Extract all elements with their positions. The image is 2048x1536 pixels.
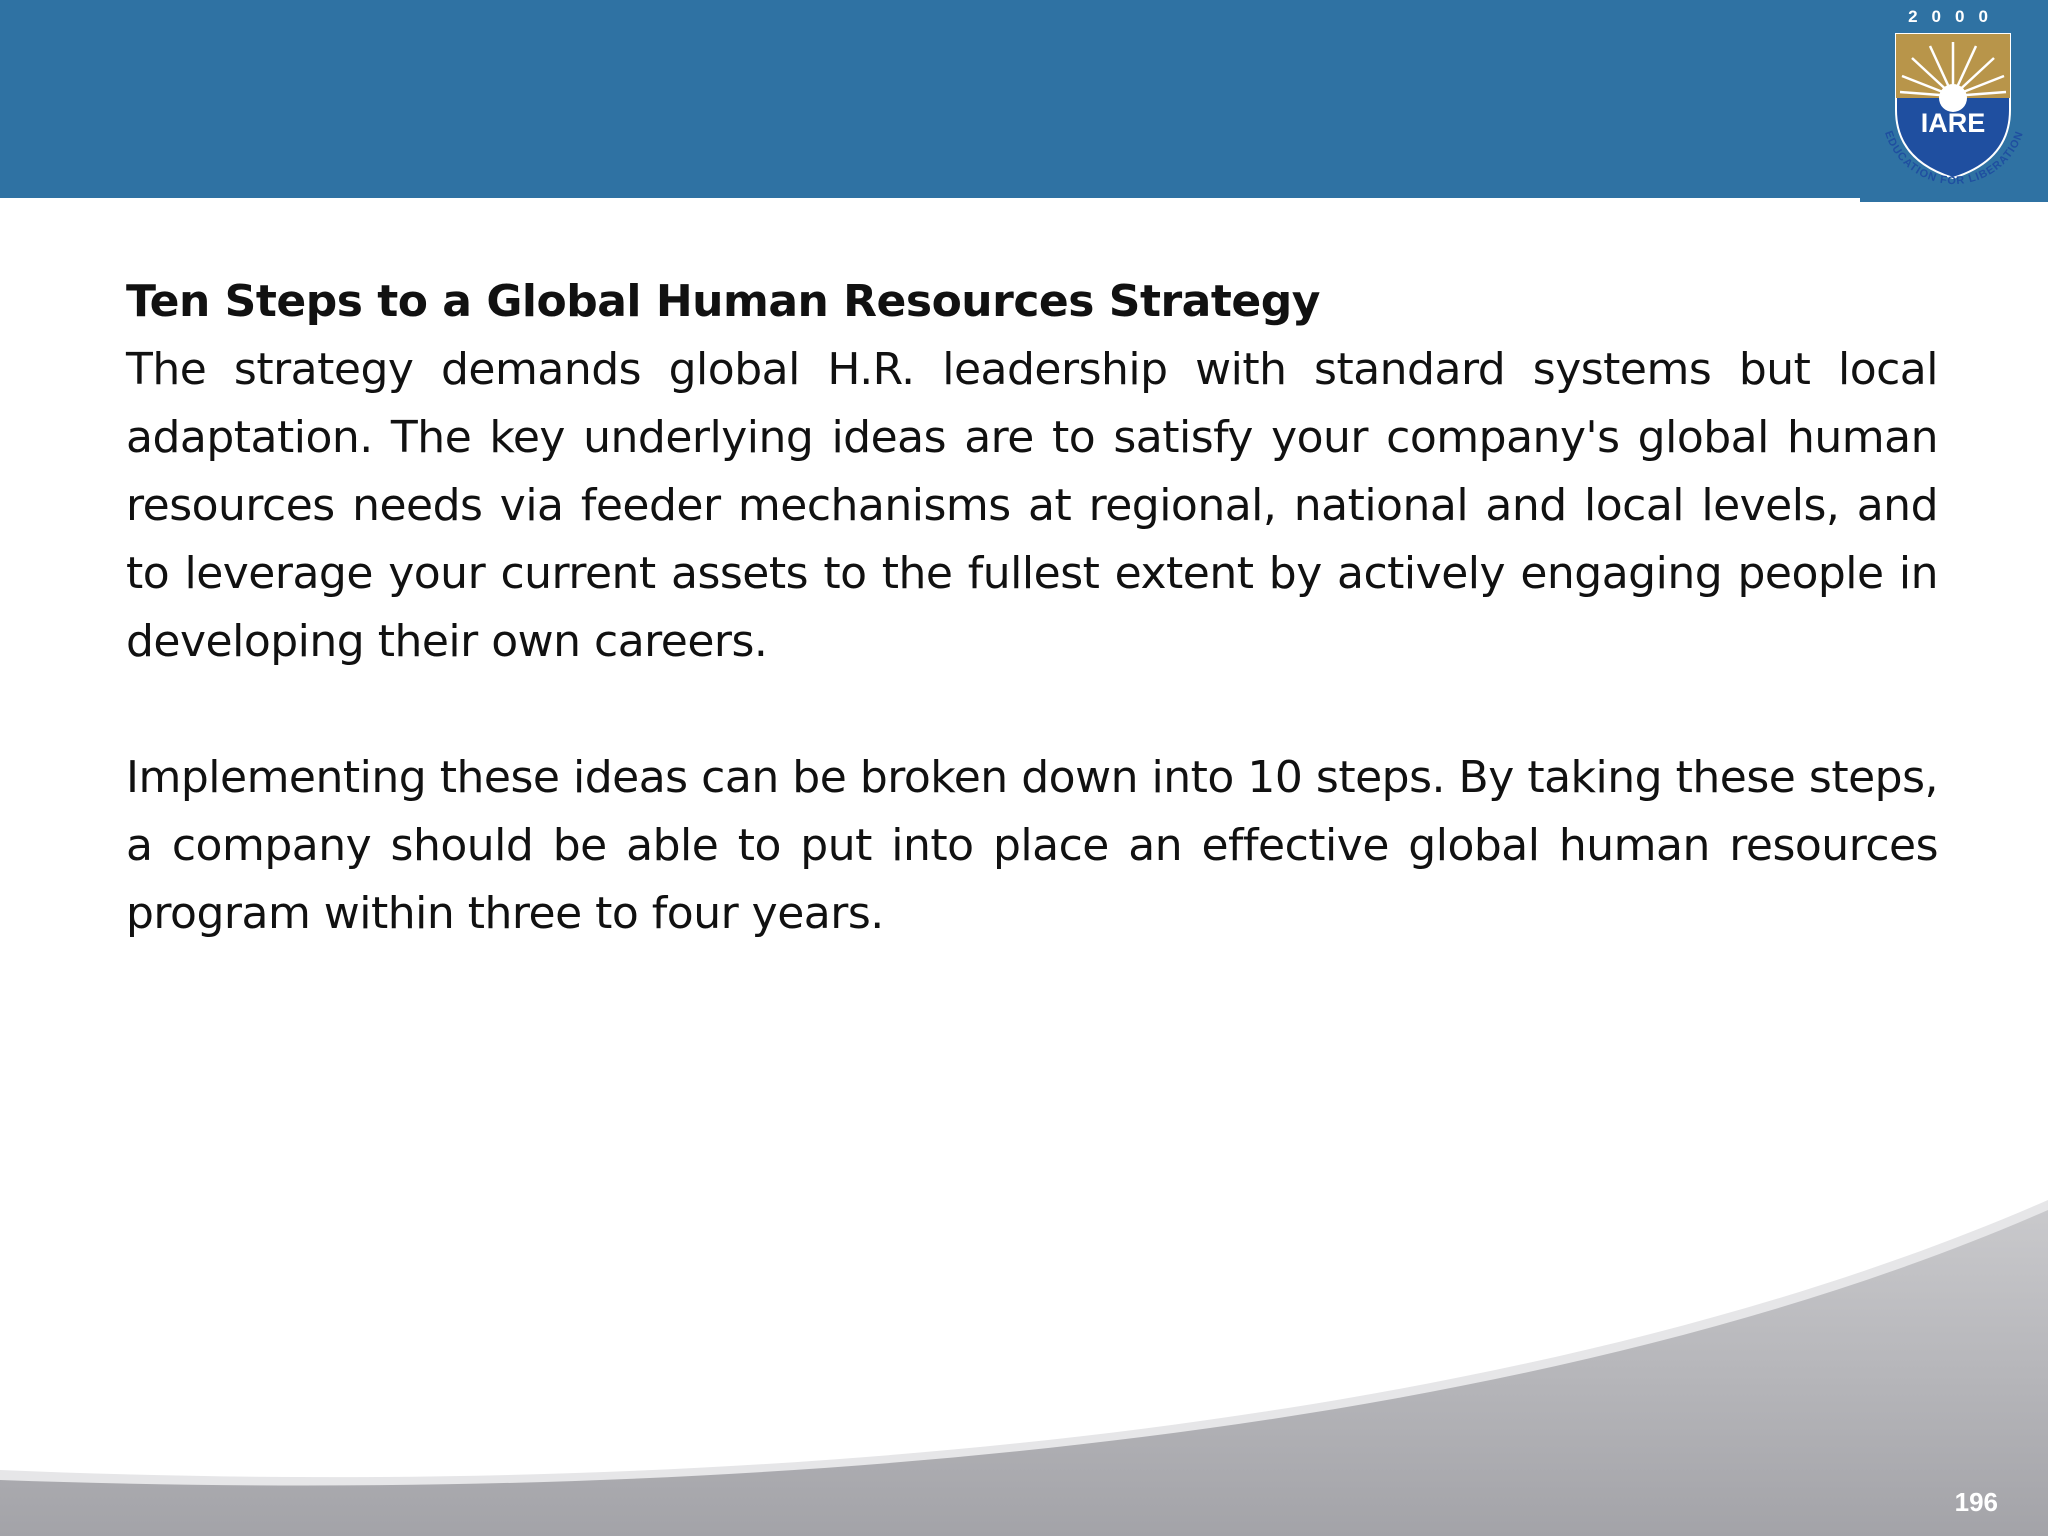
logo-motto: EDUCATION FOR LIBERATION [1881, 129, 2027, 188]
logo-year: 2000 [1908, 7, 2002, 26]
logo-emblem [1860, 0, 2048, 202]
iare-logo [1860, 0, 2048, 202]
page-number: 196 [1954, 1487, 1998, 1517]
paragraph-implementation: Implementing these ideas can be broken down into 10 steps. By taking these steps, a company should be able to put into place an effective global human resources program within three to four years. [126, 752, 1938, 939]
slide-content [126, 268, 1938, 948]
paragraph-gap [126, 676, 1938, 744]
slide-heading: Ten Steps to a Global Human Resources Strategy [126, 276, 1320, 327]
paragraph-strategy: The strategy demands global H.R. leadership with standard systems but local adaptation. The key underlying ideas are to satisfy your company's global human resources needs via feeder mechanisms at regional, national and local levels, and to leverage your current assets to the fullest extent by actively engaging people in developing their own careers. [126, 344, 1938, 667]
footer-wave [0, 1180, 2048, 1536]
header-band [0, 0, 1860, 198]
logo-name: IARE [1920, 108, 1986, 138]
